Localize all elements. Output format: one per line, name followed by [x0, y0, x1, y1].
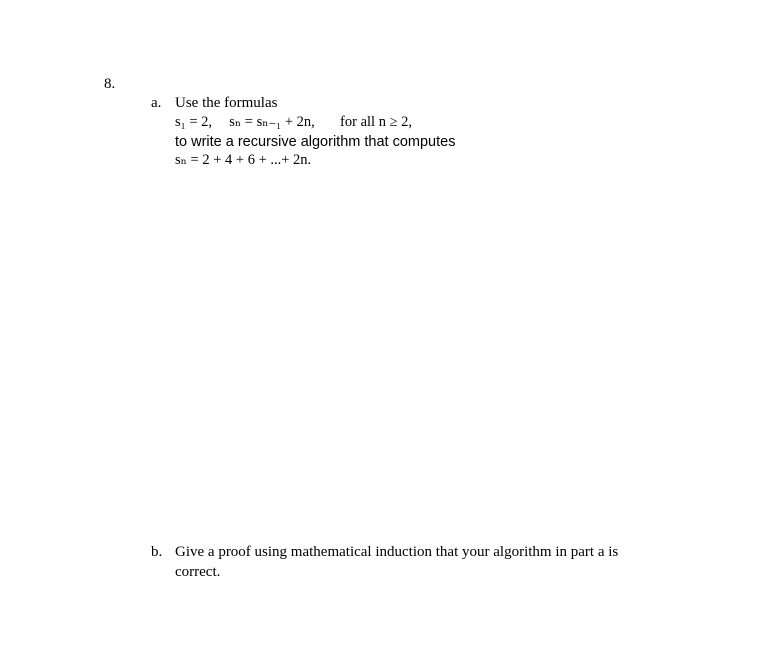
part-a-label: a.: [151, 95, 162, 111]
part-b-label: b.: [151, 544, 163, 560]
formula-sn: sₙ = sₙ₋₁ + 2n,: [229, 114, 315, 130]
sum-formula: sₙ = 2 + 4 + 6 + ...+ 2n.: [175, 152, 312, 168]
formula-s1: s₁ = 2,: [175, 114, 213, 130]
part-b-line1: Give a proof using mathematical induction that your algorithm in part a is: [175, 544, 619, 560]
formula-line: [175, 114, 412, 131]
part-a-instruction: to write a recursive algorithm that computes: [175, 134, 456, 150]
part-b-line2: correct.: [175, 564, 221, 580]
part-a-intro: Use the formulas: [175, 95, 278, 111]
formula-condition: for all n ≥ 2,: [340, 114, 413, 130]
problem-number: 8.: [104, 76, 116, 92]
